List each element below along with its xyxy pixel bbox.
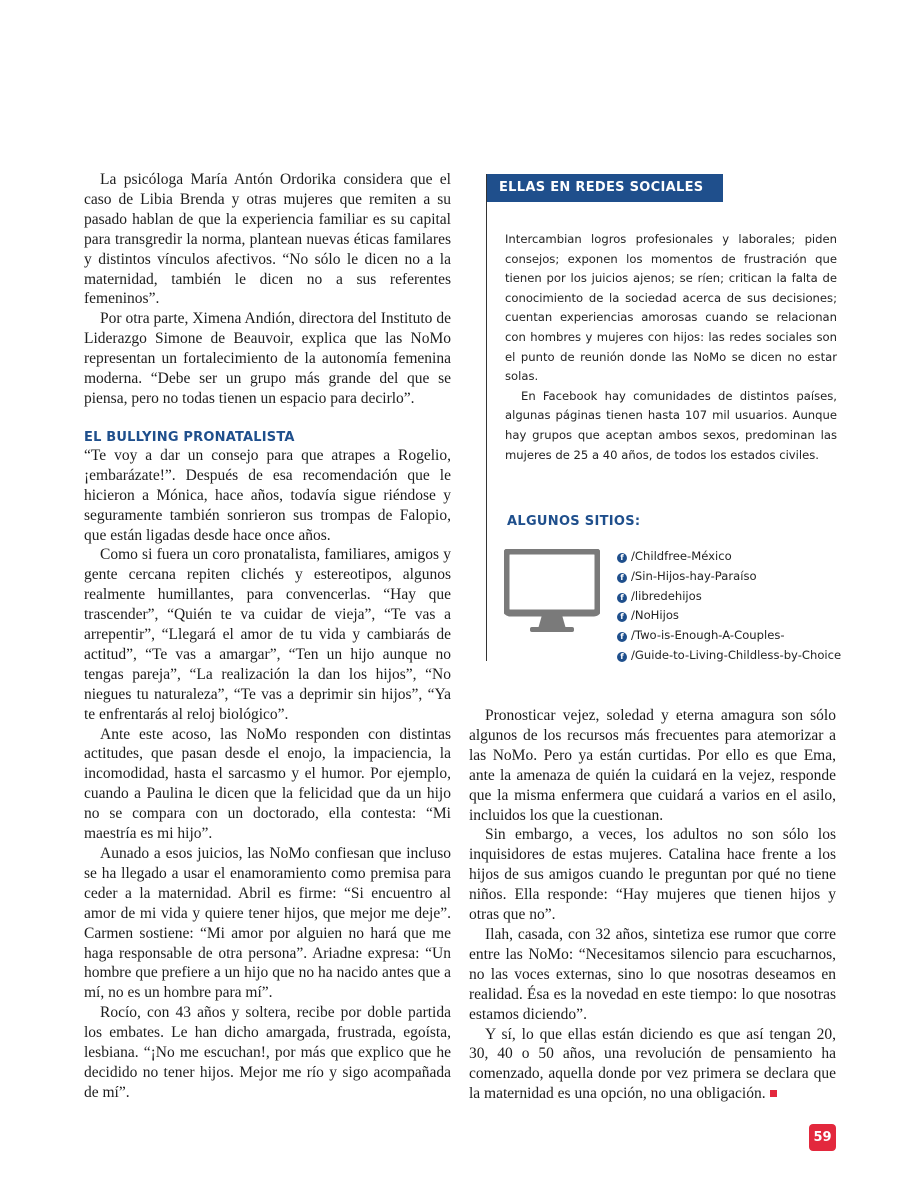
facebook-icon: f <box>617 573 627 583</box>
site-link[interactable]: /libredehijos <box>631 588 702 603</box>
social-media-sidebar <box>486 174 842 662</box>
paragraph: Rocío, con 43 años y soltera, recibe por doble partida los embates. Le han dicho amargada, frustrada, egoísta, lesbiana. “¡No me escuchan!, por más que explico que he decidido no tener hijos. Mejor me río y sigo acompañada de mí”. <box>84 1004 451 1101</box>
paragraph: Por otra parte, Ximena Andión, directora del Instituto de Liderazgo Simone de Beauvoir, explica que las NoMo representan un fortalecimiento de la autonomía femenina moderna. “Debe ser un grupo más grande del que se piensa, pero no todas tienen un espacio para decirlo”. <box>84 310 451 407</box>
end-of-article-mark <box>770 1090 777 1097</box>
site-item[interactable] <box>617 646 841 666</box>
left-text-column <box>84 170 451 1103</box>
paragraph: Como si fuera un coro pronatalista, familiares, amigos y gente cercana repiten clichés y estereotipos, algunos realmente humillantes, para convencerlas. “Hay que trascender”, “Quién te va cuidar de vieja”, “Te vas a arrepentir”, “Llegará el amor de tu vida y cambiarás de actitud”, “Te vas a amargar”, “Ten un hijo aunque no tengas pareja”, “La realización la dan los hijos”, “No niegues tu naturaleza”, “Te vas a deprimir sin hijos”, “Ya te enfrentarás al reloj biológico”. <box>84 546 451 723</box>
monitor-icon <box>504 549 600 635</box>
paragraph: Sin embargo, a veces, los adultos no son sólo los inquisidores de estas mujeres. Catalina hace frente a los hijos de sus amigos cuando le preguntan por qué no tiene niños. Ella responde: “Hay mujeres que tienen hijos y otras que no”. <box>469 826 836 924</box>
right-text-column <box>469 706 836 1104</box>
paragraph: “Te voy a dar un consejo para que atrapes a Rogelio, ¡embarázate!”. Después de esa recomendación que le hicieron a Mónica, hace años, todavía sigue riéndose y seguramente también sonrieron sus trompas de Falopio, que están ligadas desde hace once años. <box>84 446 451 544</box>
facebook-icon: f <box>617 593 627 603</box>
facebook-icon: f <box>617 632 627 642</box>
facebook-icon: f <box>617 612 627 622</box>
site-item[interactable] <box>617 606 841 626</box>
site-item[interactable] <box>617 567 841 587</box>
final-paragraph-text: Y sí, lo que ellas están diciendo es que así tengan 20, 30, 40 o 50 años, una revolución de pensamiento ha comenzado, aquella donde por vez primera se declara que la maternidad es una opción, no una obligación. <box>469 1025 836 1103</box>
site-link[interactable]: /Childfree-México <box>631 549 732 563</box>
sites-title: ALGUNOS SITIOS: <box>507 514 641 529</box>
sidebar-body <box>505 230 837 465</box>
sidebar-title: ELLAS EN REDES SOCIALES <box>487 174 723 202</box>
section-heading: EL BULLYING PRONATALISTA <box>84 429 295 445</box>
paragraph: Ilah, casada, con 32 años, sintetiza ese rumor que corre entre las NoMo: “Necesitamos silencio para escucharnos, no las voces externas, sino lo que nosotras deseamos en realidad. Ésa es la novedad en este tiempo: lo que nosotras estamos diciendo”. <box>469 925 836 1023</box>
sidebar-paragraph: Intercambian logros profesionales y laborales; piden consejos; exponen los momentos de frustración que tienen por los juicios ajenos; se ríen; critican la falta de conocimiento de la sociedad acerca de sus decisiones; cuentan experiencias amorosas cuando se relacionan con hombres y mujeres con hijos: las redes sociales son el punto de reunión donde las NoMo se dicen no estar solas. <box>505 232 837 384</box>
sites-list <box>617 547 841 666</box>
sidebar-paragraph: En Facebook hay comunidades de distintos países, algunas páginas tienen hasta 107 mil usuarios. Aunque hay grupos que aceptan ambos sexos, predominan las mujeres de 25 a 40 años, de todos los estados civiles. <box>505 388 837 462</box>
paragraph <box>469 1025 836 1105</box>
paragraph: Ante este acoso, las NoMo responden con distintas actitudes, que pasan desde el enojo, la impaciencia, la incomodidad, hasta el sarcasmo y el humor. Por ejemplo, cuando a Paulina le dicen que la felicidad que da un hijo no se compara con un doctorado, ella contesta: “Mi maestría es mi hijo”. <box>84 725 451 843</box>
site-item[interactable] <box>617 587 841 607</box>
page-number: 59 <box>809 1124 836 1151</box>
paragraph: La psicóloga María Antón Ordorika considera que el caso de Libia Brenda y otras mujeres que remiten a su pasado hablan de que la experiencia familiar es su capital para transgredir la norma, plantean nuevas éticas familares y distintos vínculos afectivos. “No sólo le dicen no a la maternidad, también le dicen no a sus referentes femeninos”. <box>84 171 451 308</box>
site-link[interactable]: /Two-is-Enough-A-Couples- <box>631 628 785 643</box>
facebook-icon: f <box>617 553 627 563</box>
facebook-icon: f <box>617 652 627 662</box>
paragraph: Aunado a esos juicios, las NoMo confiesan que incluso se ha llegado a usar el enamoramiento como premisa para ceder a la maternidad. Abril es firme: “Si encuentro al amor de mi vida y quiere tener hijos, que mejor me deje”. Carmen sostiene: “Mi amor por alguien no hará que me haga responsable de otra persona”. Ariadne expresa: “Un hombre que prefiere a un hijo que no ha nacido antes que a mí, no es un hombre para mí”. <box>84 845 451 1002</box>
site-item[interactable] <box>617 547 841 567</box>
paragraph: Pronosticar vejez, soledad y eterna amagura son sólo algunos de los recursos más frecuentes para atemorizar a las NoMo. Pero ya están curtidas. Por ello es que Ema, ante la amenaza de quién la cuidará en la vejez, responde que la misma enfermera que cuidará a varios en el asilo, incluidos los que la cuestionan. <box>469 707 836 824</box>
site-link[interactable]: /Guide-to-Living-Childless-by-Choice <box>631 647 842 662</box>
site-link[interactable]: /Sin-Hijos-hay-Paraíso <box>631 568 757 583</box>
site-item[interactable] <box>617 626 841 646</box>
site-link[interactable]: /NoHijos <box>631 608 679 623</box>
